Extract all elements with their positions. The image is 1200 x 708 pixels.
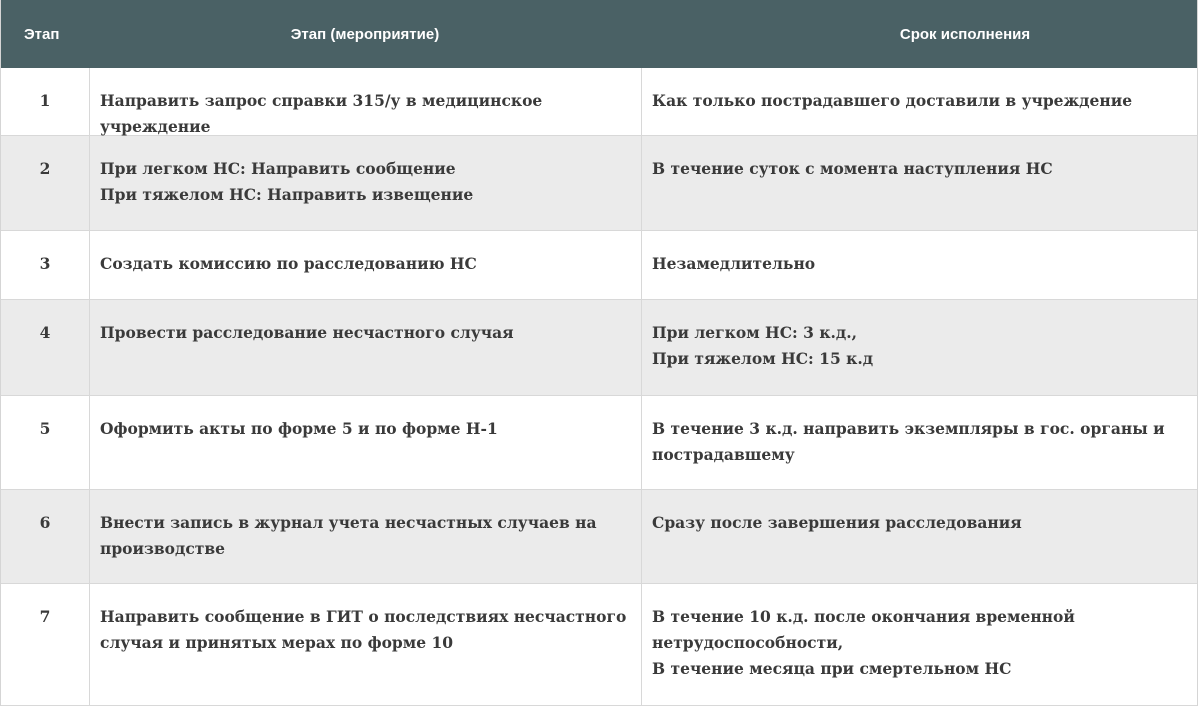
table-row [1,136,1197,231]
stage-number: 6 [1,490,90,583]
deadline-cell [642,68,1197,135]
activity-cell [90,396,642,489]
activity-text: При легком НС: Направить сообщение [100,159,456,178]
deadline-cell [642,396,1197,489]
table-row [1,490,1197,584]
deadline-text: В течение месяца при смертельном НС [652,659,1012,678]
table-row [1,396,1197,490]
activity-text: Внести запись в журнал учета несчастных случаев на производстве [100,513,597,558]
deadline-text: В течение 3 к.д. направить экземпляры в гос. органы и пострадавшему [652,419,1165,464]
deadline-text: Как только пострадавшего доставили в учреждение [652,91,1133,110]
activity-text: Направить сообщение в ГИТ о последствиях несчастного случая и принятых мерах по форме 10 [100,607,627,652]
header-deadline: Срок исполнения [899,25,1031,43]
header-activity: Этап (мероприятие) [290,25,440,43]
stage-number: 7 [1,584,90,705]
activity-cell [90,584,642,705]
stage-number: 2 [1,136,90,230]
deadline-text: Незамедлительно [652,254,816,273]
activity-cell [90,231,642,299]
activity-text: Направить запрос справки 315/у в медицинское учреждение [100,91,543,136]
stage-number: 4 [1,300,90,395]
deadline-cell [642,136,1197,230]
deadline-text: В течение 10 к.д. после окончания временной нетрудоспособности, [652,607,1075,652]
table-row [1,300,1197,396]
deadline-cell [642,231,1197,299]
table-row [1,584,1197,706]
table-row [1,68,1197,136]
table-body [1,68,1197,706]
deadline-text: При легком НС: 3 к.д., [652,323,858,342]
deadline-text: Сразу после завершения расследования [652,513,1022,532]
activity-text: При тяжелом НС: Направить извещение [100,185,474,204]
table-row [1,231,1197,300]
deadline-cell [642,584,1197,705]
stage-number: 1 [1,68,90,135]
stage-number: 5 [1,396,90,489]
table-header [1,0,1197,68]
deadline-cell [642,490,1197,583]
deadline-cell [642,300,1197,395]
stage-number: 3 [1,231,90,299]
activity-cell [90,300,642,395]
activity-text: Провести расследование несчастного случая [100,323,514,342]
activity-text: Создать комиссию по расследованию НС [100,254,477,273]
deadline-text: При тяжелом НС: 15 к.д [652,349,874,368]
activity-cell [90,68,642,135]
deadline-text: В течение суток с момента наступления НС [652,159,1053,178]
activity-text: Оформить акты по форме 5 и по форме Н-1 [100,419,498,438]
activity-cell [90,490,642,583]
activity-cell [90,136,642,230]
header-stage: Этап [24,25,60,43]
